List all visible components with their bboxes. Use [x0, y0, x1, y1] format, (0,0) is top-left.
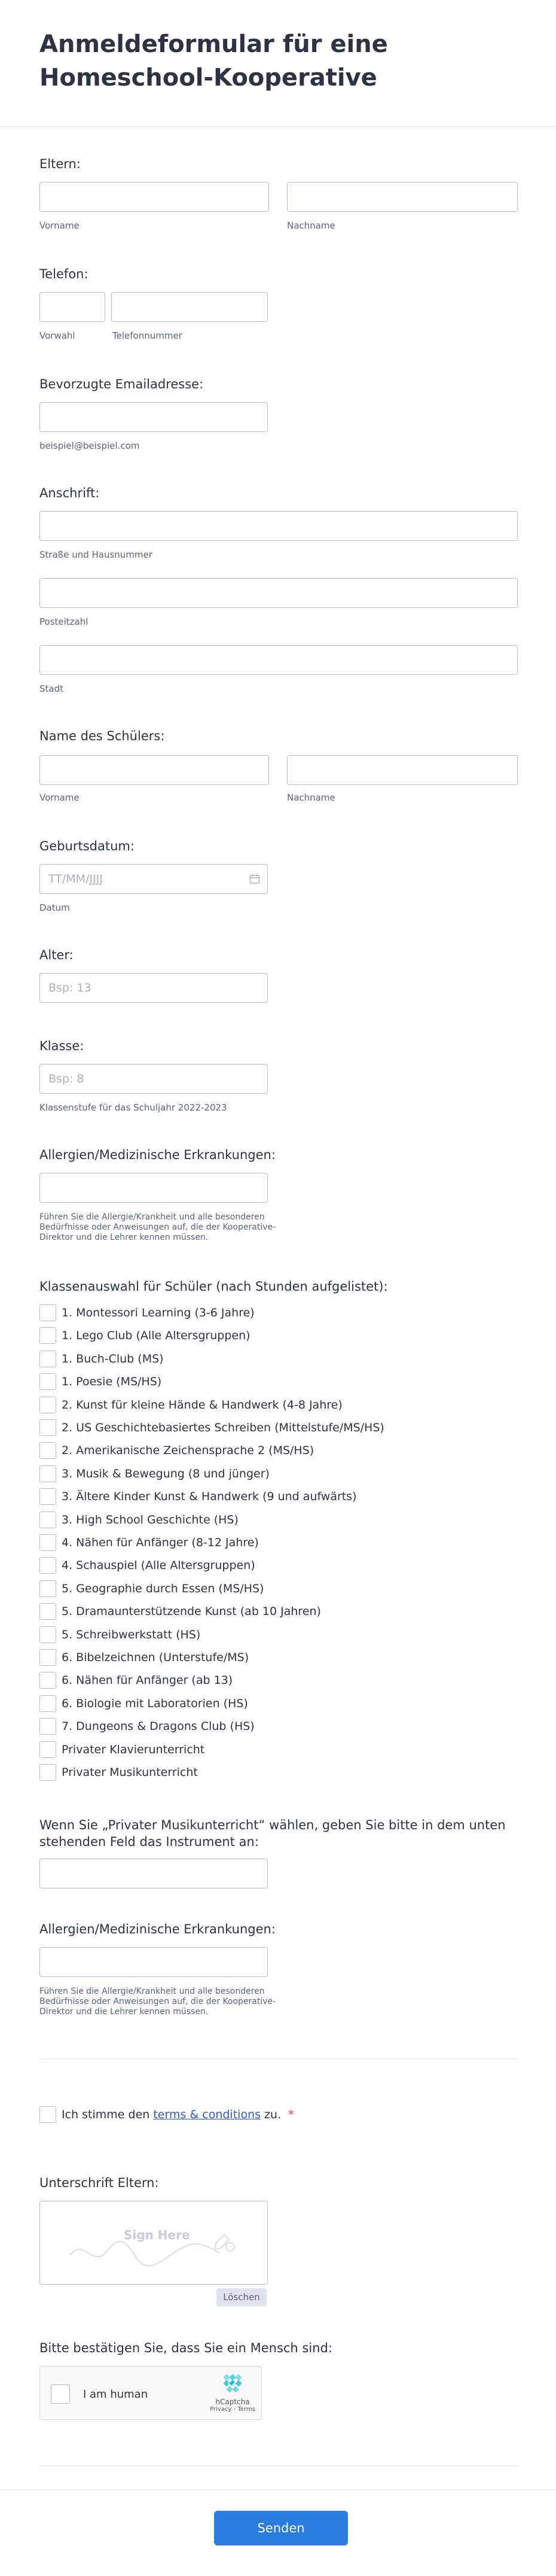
- allergien-2-description: Führen Sie die Allergie/Krankheit und alle besonderen Bedürfnisse oder Anweisungen auf, die der Kooperative-Direktor und die Lehrer kennen müssen.: [39, 1987, 276, 2017]
- class-option-label: 2. Kunst für kleine Hände & Handwerk (4-8 Jahre): [62, 1398, 343, 1412]
- telefon-label: Telefon:: [39, 267, 88, 281]
- signature-scribble-icon: [40, 2201, 268, 2285]
- footer-border: [0, 2489, 556, 2490]
- terms-prefix: Ich stimme den: [62, 2108, 154, 2121]
- class-option-label: 2. US Geschichtebasiertes Schreiben (Mittelstufe/MS/HS): [62, 1421, 384, 1434]
- class-option-checkbox[interactable]: [39, 1649, 56, 1666]
- zip-sublabel: Posteitzahl: [39, 616, 88, 627]
- required-asterisk: *: [288, 2108, 294, 2121]
- class-option[interactable]: [39, 1649, 249, 1666]
- allergien-2-label: Allergien/Medizinische Erkrankungen:: [39, 1922, 276, 1936]
- klasse-label: Klasse:: [39, 1039, 84, 1053]
- zip-input[interactable]: [39, 578, 518, 608]
- allergien-2-input[interactable]: [39, 1947, 268, 1977]
- instrument-label: Wenn Sie „Privater Musikunterricht“ wählen, geben Sie bitte in dem unten stehenden Feld das Instrument an:: [39, 1818, 506, 1849]
- class-option-label: 3. Ältere Kinder Kunst & Handwerk (9 und aufwärts): [62, 1490, 357, 1503]
- class-option-label: 1. Buch-Club (MS): [62, 1352, 164, 1365]
- class-option-checkbox[interactable]: [39, 1373, 56, 1390]
- class-option-label: 7. Dungeons & Dragons Club (HS): [62, 1720, 255, 1733]
- class-option[interactable]: [39, 1327, 250, 1344]
- class-option-label: 5. Dramaunterstützende Kunst (ab 10 Jahren): [62, 1605, 321, 1618]
- class-option-checkbox[interactable]: [39, 1695, 56, 1712]
- city-input[interactable]: [39, 645, 518, 675]
- class-option-checkbox[interactable]: [39, 1764, 56, 1781]
- birthdate-input[interactable]: [39, 864, 268, 894]
- class-option-checkbox[interactable]: [39, 1603, 56, 1620]
- class-option[interactable]: [39, 1373, 161, 1390]
- terms-text: [62, 2108, 294, 2121]
- phone-number-sublabel: Telefonnummer: [112, 330, 182, 341]
- class-option-checkbox[interactable]: [39, 1304, 56, 1321]
- email-label: Bevorzugte Emailadresse:: [39, 377, 204, 391]
- class-option[interactable]: [39, 1419, 384, 1436]
- class-option[interactable]: [39, 1626, 200, 1643]
- hcaptcha-logo-icon: [219, 2373, 246, 2396]
- class-option-checkbox[interactable]: [39, 1741, 56, 1758]
- class-option[interactable]: [39, 1603, 321, 1620]
- class-option-checkbox[interactable]: [39, 1327, 56, 1344]
- schueler-first-name-input[interactable]: [39, 755, 269, 785]
- grade-placeholder: Bsp: 8: [48, 1072, 84, 1085]
- eltern-first-name-input[interactable]: [39, 182, 269, 212]
- form-header: [0, 0, 556, 127]
- class-option-checkbox[interactable]: [39, 1534, 56, 1551]
- class-option-label: 4. Schauspiel (Alle Altersgruppen): [62, 1559, 255, 1572]
- class-option[interactable]: [39, 1580, 264, 1597]
- class-option-checkbox[interactable]: [39, 1351, 56, 1367]
- birthdate-placeholder: TT/MM/JJJJ: [48, 872, 103, 886]
- eltern-last-name-input[interactable]: [287, 182, 518, 212]
- class-option[interactable]: [39, 1557, 255, 1574]
- class-option[interactable]: [39, 1695, 248, 1712]
- area-code-input[interactable]: [39, 292, 105, 322]
- eltern-label: Eltern:: [39, 157, 81, 171]
- birthdate-sublabel: Datum: [39, 902, 70, 913]
- area-code-sublabel: Vorwahl: [39, 330, 75, 341]
- class-option-checkbox[interactable]: [39, 1718, 56, 1735]
- class-option[interactable]: [39, 1351, 164, 1367]
- class-option[interactable]: [39, 1718, 255, 1735]
- schueler-last-name-input[interactable]: [287, 755, 518, 785]
- email-input[interactable]: [39, 402, 268, 432]
- class-option-checkbox[interactable]: [39, 1557, 56, 1574]
- class-option-label: 1. Lego Club (Alle Altersgruppen): [62, 1329, 250, 1342]
- class-option[interactable]: [39, 1672, 233, 1689]
- class-option[interactable]: [39, 1442, 314, 1459]
- anschrift-label: Anschrift:: [39, 486, 100, 500]
- class-option-label: 3. Musik & Bewegung (8 und jünger): [62, 1467, 270, 1480]
- class-option-label: 5. Schreibwerkstatt (HS): [62, 1628, 201, 1641]
- class-option-checkbox[interactable]: [39, 1442, 56, 1459]
- street-input[interactable]: [39, 511, 518, 541]
- geburtsdatum-label: Geburtsdatum:: [39, 839, 135, 853]
- class-option[interactable]: [39, 1741, 204, 1758]
- class-option-label: 6. Biologie mit Laboratorien (HS): [62, 1697, 248, 1710]
- phone-number-input[interactable]: [111, 292, 268, 322]
- form-title: Anmeldeformular für eine Homeschool-Kooperative: [39, 31, 388, 92]
- hcaptcha-checkbox[interactable]: [51, 2385, 70, 2404]
- class-option-checkbox[interactable]: [39, 1397, 56, 1413]
- class-option-label: 5. Geographie durch Essen (MS/HS): [62, 1582, 264, 1595]
- captcha-label: Bitte bestätigen Sie, dass Sie ein Mensch sind:: [39, 2341, 332, 2355]
- submit-button[interactable]: Senden: [214, 2511, 348, 2545]
- class-option-checkbox[interactable]: [39, 1488, 56, 1505]
- class-option-label: 6. Nähen für Anfänger (ab 13): [62, 1674, 233, 1687]
- email-sublabel: beispiel@beispiel.com: [39, 440, 140, 451]
- class-option-checkbox[interactable]: [39, 1511, 56, 1528]
- eltern-first-name-sublabel: Vorname: [39, 220, 80, 231]
- signature-placeholder: Sign Here: [124, 2228, 190, 2242]
- class-option[interactable]: [39, 1511, 239, 1528]
- class-option-label: 3. High School Geschichte (HS): [62, 1513, 239, 1526]
- class-option-checkbox[interactable]: [39, 1626, 56, 1643]
- class-option-checkbox[interactable]: [39, 1419, 56, 1436]
- class-option-label: 1. Poesie (MS/HS): [62, 1375, 162, 1388]
- class-option-label: 1. Montessori Learning (3-6 Jahre): [62, 1306, 255, 1319]
- class-option-label: Privater Musikunterricht: [62, 1766, 198, 1779]
- eltern-last-name-sublabel: Nachname: [287, 220, 335, 231]
- terms-checkbox[interactable]: [39, 2106, 56, 2123]
- alter-label: Alter:: [39, 948, 74, 962]
- section-divider: [39, 2058, 518, 2059]
- class-option-checkbox[interactable]: [39, 1465, 56, 1482]
- allergien-input[interactable]: [39, 1173, 268, 1203]
- street-sublabel: Straße und Hausnummer: [39, 549, 152, 560]
- instrument-input[interactable]: [39, 1859, 268, 1888]
- class-option-label: 4. Nähen für Anfänger (8-12 Jahre): [62, 1536, 259, 1549]
- hcaptcha-brand: hCaptcha: [215, 2398, 250, 2406]
- class-option-label: 2. Amerikanische Zeichensprache 2 (MS/HS): [62, 1444, 314, 1457]
- calendar-icon[interactable]: [249, 874, 260, 884]
- hcaptcha-widget: [39, 2366, 262, 2420]
- schueler-last-name-sublabel: Nachname: [287, 792, 335, 803]
- age-input[interactable]: [39, 973, 268, 1003]
- signature-label: Unterschrift Eltern:: [39, 2176, 159, 2190]
- hcaptcha-checkbox-text: I am human: [83, 2388, 148, 2401]
- footer-divider: [39, 2465, 518, 2466]
- allergien-description: Führen Sie die Allergie/Krankheit und alle besonderen Bedürfnisse oder Anweisungen auf, die der Kooperative-Direktor und die Lehrer kennen müssen.: [39, 1212, 276, 1242]
- grade-sublabel: Klassenstufe für das Schuljahr 2022-2023: [39, 1102, 227, 1113]
- class-option-checkbox[interactable]: [39, 1580, 56, 1597]
- schueler-label: Name des Schülers:: [39, 729, 165, 743]
- class-option[interactable]: [39, 1465, 270, 1482]
- class-option[interactable]: [39, 1534, 259, 1551]
- signature-clear-button[interactable]: Löschen: [216, 2288, 267, 2306]
- terms-link[interactable]: terms & conditions: [153, 2108, 261, 2121]
- class-option[interactable]: [39, 1397, 343, 1413]
- age-placeholder: Bsp: 13: [48, 981, 91, 994]
- class-option[interactable]: [39, 1488, 357, 1505]
- klassenauswahl-label: Klassenauswahl für Schüler (nach Stunden aufgelistet):: [39, 1279, 388, 1294]
- grade-input[interactable]: [39, 1064, 268, 1094]
- class-option[interactable]: [39, 1304, 255, 1321]
- city-sublabel: Stadt: [39, 683, 63, 694]
- class-option[interactable]: [39, 1764, 198, 1781]
- schueler-first-name-sublabel: Vorname: [39, 792, 80, 803]
- class-option-label: Privater Klavierunterricht: [62, 1743, 205, 1756]
- class-option-label: 6. Bibelzeichnen (Unterstufe/MS): [62, 1651, 249, 1664]
- signature-pad[interactable]: [39, 2201, 268, 2285]
- class-option-checkbox[interactable]: [39, 1672, 56, 1689]
- allergien-label: Allergien/Medizinische Erkrankungen:: [39, 1148, 276, 1162]
- terms-suffix: zu.: [261, 2108, 282, 2121]
- hcaptcha-links[interactable]: Privacy - Terms: [210, 2406, 255, 2413]
- terms-row: [39, 2106, 294, 2123]
